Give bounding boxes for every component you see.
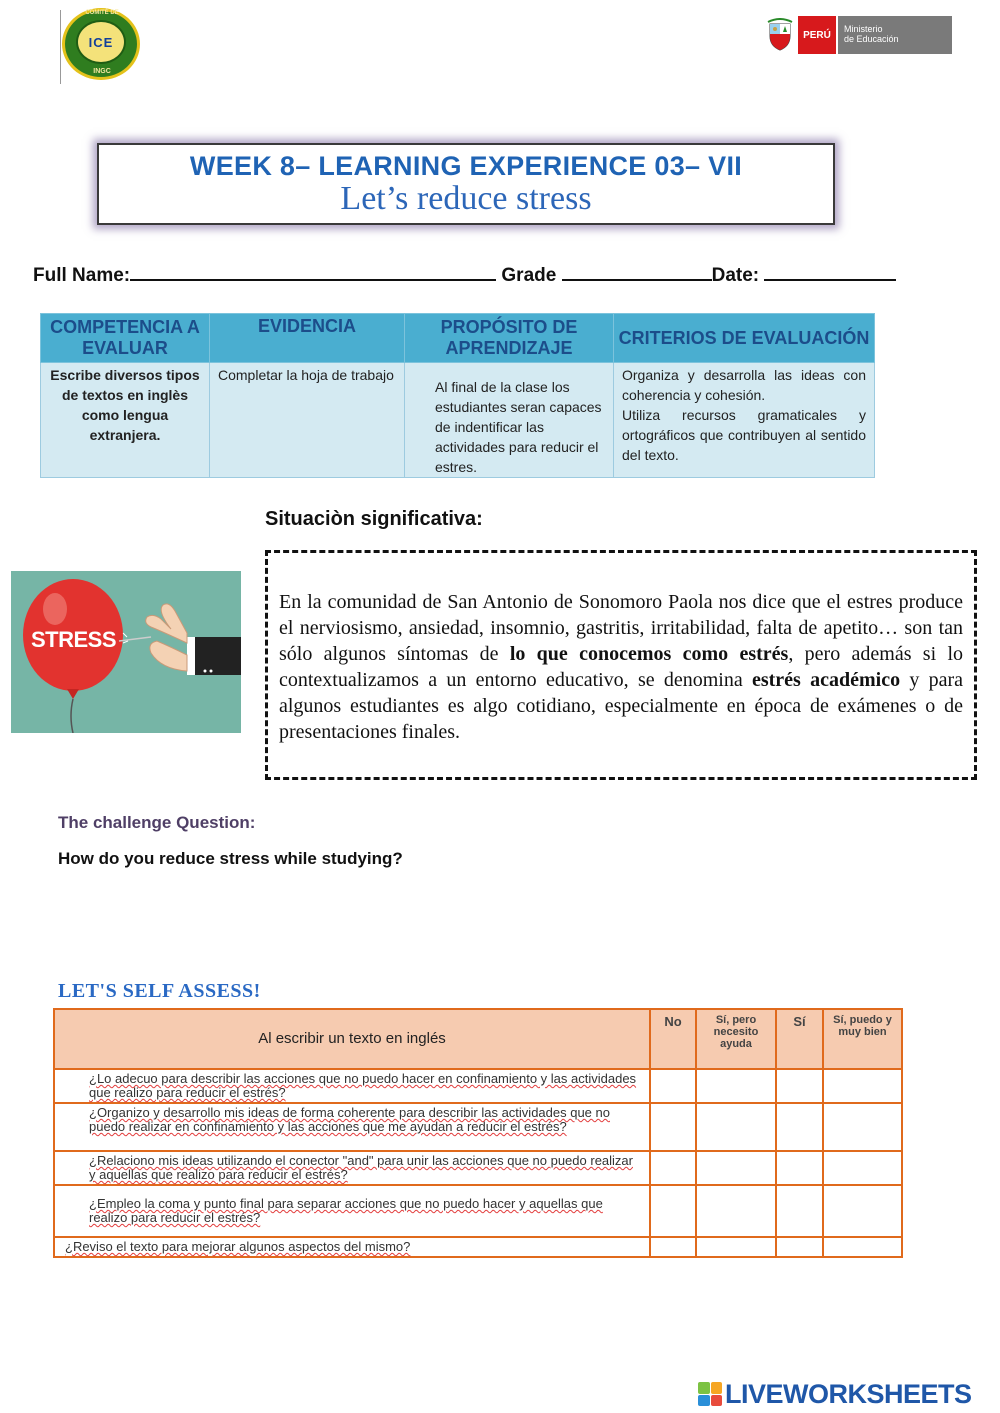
situation-text [279,589,963,745]
liveworksheets-icon [698,1382,722,1406]
school-logo-center: ICE [76,20,126,64]
competencies-table [40,313,875,478]
full-name-field[interactable] [130,265,496,281]
assess-question-5: ¿Reviso el texto para mejorar algunos aspectos del mismo? [54,1237,650,1257]
peru-badge: PERÚ [798,16,836,54]
assess-cell-4-si-pero[interactable] [696,1185,776,1237]
assess-cell-3-no[interactable] [650,1151,696,1185]
logo-divider [60,10,61,84]
assess-row [54,1185,902,1237]
criterio-1: Organiza y desarrolla las ideas con coherencia y cohesión. [622,367,866,403]
situation-text-bold2: estrés académico [751,669,901,691]
challenge-question: How do you reduce stress while studying? [58,849,403,868]
assess-cell-2-si-puedo[interactable] [823,1103,902,1151]
assess-cell-2-si-pero[interactable] [696,1103,776,1151]
assess-cell-4-si-puedo[interactable] [823,1185,902,1237]
student-info-row [33,265,973,287]
assess-row [54,1237,902,1257]
assess-cell-5-si-puedo[interactable] [823,1237,902,1257]
assess-cell-4-no[interactable] [650,1185,696,1237]
challenge-label: The challenge Question: [58,813,256,832]
assess-cell-3-si-puedo[interactable] [823,1151,902,1185]
assess-row [54,1103,902,1151]
assess-cell-1-si-puedo[interactable] [823,1069,902,1103]
coat-of-arms-icon [766,18,794,52]
assess-cell-5-no[interactable] [650,1237,696,1257]
assess-cell-1-no[interactable] [650,1069,696,1103]
assess-cell-1-si[interactable] [776,1069,823,1103]
page-title: WEEK 8– LEARNING EXPERIENCE 03– VII [189,151,743,181]
assess-cell-2-no[interactable] [650,1103,696,1151]
header-evidencia: EVIDENCIA [210,314,405,363]
date-field[interactable] [764,265,896,281]
assess-header-row [54,1009,902,1069]
assess-col-no: No [650,1009,696,1069]
liveworksheets-brand: LIVEWORKSHEETS [725,1378,972,1409]
header-criterios: CRITERIOS DE EVALUACIÓN [614,314,875,363]
assess-col-si-pero: Sí, pero necesito ayuda [696,1009,776,1069]
assess-cell-4-si[interactable] [776,1185,823,1237]
assess-cell-5-si[interactable] [776,1237,823,1257]
criterio-2: Utiliza recursos gramaticales y ortográficos que contribuyen al sentido del texto. [622,407,866,463]
page-subtitle: Let’s reduce stress [340,180,592,217]
assess-row [54,1069,902,1103]
situation-text-part2: , pero además si lo contextualizamos a un entorno educativo, se denomina [279,643,964,691]
assess-question-4: ¿Empleo la coma y punto final para separar acciones que no puedo hacer y aquellas que realizo para reducir el estrés? [54,1185,650,1237]
criterios-cell [614,363,875,478]
situation-title: Situaciòn significativa: [265,508,483,530]
situation-text-bold1: lo que conocemos como estrés [509,643,789,665]
assess-question-1: ¿Lo adecuo para describir las acciones que no puedo hacer en confinamiento y las actividades que realizo para reducir el estrés? [54,1069,650,1103]
assess-cell-5-si-pero[interactable] [696,1237,776,1257]
stress-balloon-image [11,571,241,733]
grade-field[interactable] [562,265,712,281]
full-name-label: Full Name: [33,265,131,286]
school-logo-bottom-text: INGC [93,68,111,75]
assess-cell-3-si[interactable] [776,1151,823,1185]
ministry-name [838,16,952,54]
situation-text-part1: En la comunidad de San Antonio de Sonomoro Paola nos dice que el estres produce el nerviosismo, ansiedad, insomnio, gastritis, irritabilidad, falta de apetito… son tan sólo algunos síntomas de [279,591,963,665]
ministry-logo [766,14,956,56]
situation-text-part3: y para algunos estudiantes es algo cotidiano, especialmente en época de exámenes o de presentaciones finales. [279,669,964,743]
self-assess-table [53,1008,903,1258]
assess-col-si-puedo: Sí, puedo y muy bien [823,1009,902,1069]
assess-question-2: ¿Organizo y desarrollo mis ideas de forma coherente para describir las actividades que no puedo realizar en confinamiento y las acciones que me ayudan a reducir el estrés? [54,1103,650,1151]
ministry-name-line1: Ministerio [844,24,883,34]
evidencia-cell: Completar la hoja de trabajo [210,363,405,478]
header-competencia: COMPETENCIA A EVALUAR [41,314,210,363]
assess-header-main: Al escribir un texto en inglés [54,1009,650,1069]
grade-label: Grade [501,265,557,286]
ministry-name-line2: de Educación [844,34,899,44]
competencies-body-row [41,363,875,478]
assess-row [54,1151,902,1185]
assess-col-si: Sí [776,1009,823,1069]
stress-label: STRESS [31,627,117,652]
assess-cell-2-si[interactable] [776,1103,823,1151]
assess-question-3: ¿Relaciono mis ideas utilizando el conector "and" para unir las acciones que no puedo realizar y aquellas que realizo para reducir el estrés? [54,1151,650,1185]
assess-cell-3-si-pero[interactable] [696,1151,776,1185]
proposito-cell: Al final de la clase los estudiantes seran capaces de indentificar las actividades para reducir el estres. [405,363,614,478]
assess-cell-1-si-pero[interactable] [696,1069,776,1103]
liveworksheets-logo[interactable] [698,1376,972,1412]
header-proposito: PROPÓSITO DE APRENDIZAJE [405,314,614,363]
school-logo [60,6,144,82]
date-label: Date: [711,265,760,286]
self-assess-title: LET'S SELF ASSESS! [58,980,261,1002]
school-logo-top-text: COMITÉ DE [85,10,119,16]
competencies-header-row [41,314,875,363]
competencia-cell: Escribe diversos tipos de textos en inglès como lengua extranjera. [41,363,210,478]
title-box [97,143,835,225]
